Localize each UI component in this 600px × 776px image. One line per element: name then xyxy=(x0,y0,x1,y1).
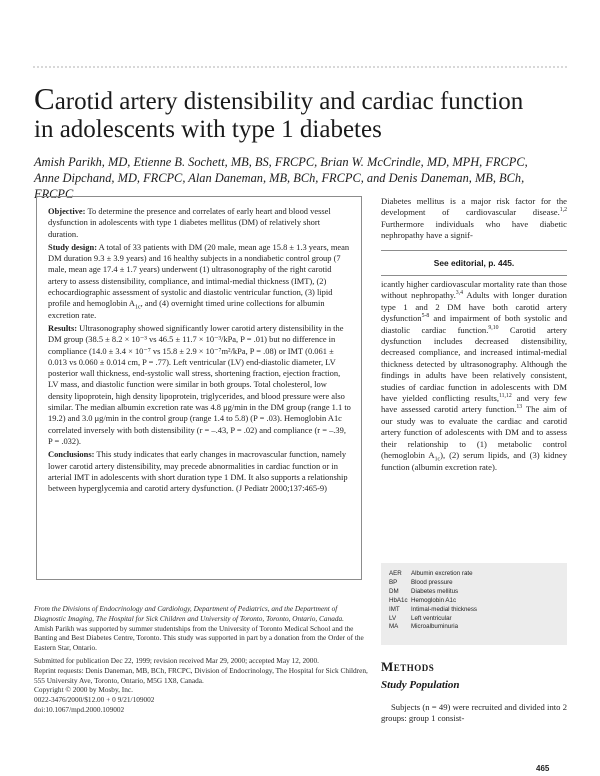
design-label: Study design: xyxy=(48,241,98,252)
footnote-reprints: Reprint requests: Denis Daneman, MB, BCh, FRCPC, Division of Endocrinology, The Hospital for Sick Children, 555 University Ave, Toronto, Ontario, M5G 1X8, Canada. xyxy=(34,665,368,685)
intro-text-2c: and impairment of both systolic and diastolic cardiac function. xyxy=(381,313,567,335)
footnotes xyxy=(34,604,368,715)
title-line-1: arotid artery distensibility and cardiac function xyxy=(54,88,524,115)
abbrev-meaning: Intimal-medial thickness xyxy=(411,605,478,613)
abbrev-row xyxy=(389,623,567,632)
results-label: Results: xyxy=(48,322,78,333)
title-line-2: in adolescents with type 1 diabetes xyxy=(34,116,382,143)
abstract-results xyxy=(48,323,351,447)
page-number: 465 xyxy=(536,764,550,773)
abbrev-code: MA xyxy=(389,623,399,631)
design-text-2: , and (4) overnight timed urine collections for albumin excretion rate. xyxy=(48,298,325,320)
title-dropcap: C xyxy=(34,81,55,116)
intro-text-2d: Carotid artery dysfunction includes decreased distensibility, decreased compliance, and increased intimal-medial thickness detected by ultrasonography. Although the findings in adults have been relatively consistent, studies of cardiac function in adolescents with DM have yielded conflicting results, xyxy=(381,324,567,404)
abbrev-row xyxy=(389,570,567,579)
abbrev-meaning: Albumin excretion rate xyxy=(411,570,473,577)
abbrev-row xyxy=(389,615,567,624)
abbrev-code: BP xyxy=(389,578,398,586)
ref-11-12: 11,12 xyxy=(498,393,512,400)
author-list xyxy=(34,154,564,202)
authors-line-2: Anne Dipchand, MD, FRCPC, Alan Daneman, MB, BCh, FRCPC, and Denis Daneman, MB, BCh, FRCPC xyxy=(34,171,525,201)
article-title xyxy=(34,81,564,144)
intro-text-2b: Adults with longer duration type 1 and 2 DM have both carotid artery dysfunction xyxy=(381,290,567,324)
footnote-support: Amish Parikh was supported by summer studentships from the University of Toronto Medical School and the Banting and Best Diabetes Centre, Toronto. This study was supported in part by a donation from the Order of the Eastern Star, Ontario. xyxy=(34,623,364,653)
see-editorial-link[interactable]: See editorial, p. 445. xyxy=(381,250,567,276)
design-text-1: A total of 33 patients with DM (20 male, mean age 15.8 ± 1.3 years, mean DM duration 9.3 ± 3.9 years) and 16 healthy subjects in a nondiabetic control group (7 male, mean age 17.4 ± 1.7 years) underwent (1) ultrasonography of the right carotid artery to assess distensibility, compliance, and intimal-medial thickness (IMT), (2) echocardiographic assessment of systolic and diastolic ventricular function, (3) lipid profile and hemoglobin A xyxy=(48,241,350,309)
conclusions-label: Conclusions: xyxy=(48,449,95,460)
conclusions-text: This study indicates that early changes in macrovascular function, namely lower carotid artery distensibility, may precede abnormalities in cardiac function or in arterial IMT in adolescents with short duration type 1 DM. It also supports a relationship between hyperglycemia and carotid artery dysfunction. (J Pediatr 2000;137:465-9) xyxy=(48,449,348,494)
objective-text: To determine the presence and correlates of early heart and blood vessel dysfunction in adolescents with type 1 diabetes mellitus (DM) of relatively short duration. xyxy=(48,206,331,239)
intro-text-2a: icantly higher cardiovascular mortality rate than those without nephropathy. xyxy=(381,279,567,301)
abbrev-row xyxy=(389,579,567,588)
intro-text-2e: and very few have assessed carotid artery function. xyxy=(381,393,567,415)
abbrev-meaning: Microalbuminuria xyxy=(411,623,459,631)
intro-paragraph-2 xyxy=(381,279,567,473)
study-population-heading: Study Population xyxy=(381,679,460,691)
intro-paragraph-1 xyxy=(381,196,567,242)
authors-line-1: Amish Parikh, MD, Etienne B. Sochett, MB, BS, FRCPC, Brian W. McCrindle, MD, MPH, FRCPC, xyxy=(34,155,528,169)
design-subscript: 1c xyxy=(134,305,141,312)
footnote-affiliation: From the Divisions of Endocrinology and Cardiology, Department of Pediatrics, and the Department of Diagnostic Imaging, The Hospital for Sick Children and University of Toronto, Toronto, Ontario, Canada. xyxy=(34,604,344,623)
footnote-issn: 0022-3476/2000/$12.00 + 0 9/21/109002 xyxy=(34,695,155,705)
ref-5-8: 5-8 xyxy=(421,313,430,320)
abbrev-row xyxy=(389,606,567,615)
footnote-submitted: Submitted for publication Dec 22, 1999; revision received Mar 29, 2000; accepted May 12, 2000. xyxy=(34,655,319,665)
abbrev-code: DM xyxy=(389,587,399,595)
results-text: Ultrasonography showed significantly lower carotid artery distensibility in the DM group (38.5 ± 8.2 × 10⁻³ vs 46.5 ± 11.7 × 10⁻³/kPa, P = .01) but no difference in compliance (14.0 ± 3.4 × 10⁻⁷ vs 15.8 ± 2.9 × 10⁻⁷m²/kPa, P = .08) or IMT (0.061 ± 0.013 vs 0.060 ± 0.014 cm, P = .77). Left ventricular (LV) end-diastolic diameter, LV posterior wall thickness, end-systolic wall stress, shortening fraction, ejection fraction, LV mass, and diastolic function were similar in both groups. Total cholesterol, low density lipoprotein, high density lipoprotein, triglycerides, and blood pressure were also similar. The median albumin excretion rate was 4.8 μg/min in the DM group (range 1.1 to 19.2) and 3.0 μg/min in the control group (range 1.4 to 5.8) (P = .03). Hemoglobin A1c correlated inversely with both distensibility (r = –.43, P = .02) and compliance (r = –.39, P = .032). xyxy=(48,322,351,446)
abbrev-meaning: Left ventricular xyxy=(411,614,452,622)
intro-text-2g: ), (2) serum lipids, and (3) kidney function (albumin excretion rate). xyxy=(381,450,567,472)
ref-3-4: 3,4 xyxy=(455,290,463,297)
intro-text-1-tail: Furthermore individuals who have diabetic nephropathy have a signif- xyxy=(381,218,567,241)
abbrev-meaning: Blood pressure xyxy=(411,578,453,586)
abbrev-meaning: Diabetes mellitus xyxy=(411,587,459,595)
objective-label: Objective: xyxy=(48,206,86,216)
abstract-objective xyxy=(48,206,351,240)
footnote-copyright: Copyright © 2000 by Mosby, Inc. xyxy=(34,685,133,695)
abstract-design xyxy=(48,242,351,321)
ref-9-10: 9,10 xyxy=(488,324,499,331)
methods-heading: Methods xyxy=(381,659,435,674)
intro-text-2f: The aim of our study was to evaluate the cardiac and carotid artery function of adolescents with DM and to assess their relationship to (1) metabolic control (hemoglobin A xyxy=(381,404,567,461)
intro-text-1: Diabetes mellitus is a major risk factor for the development of cardiovascular disease. xyxy=(381,196,567,218)
ref-13: 13 xyxy=(516,404,523,411)
methods-text: Subjects (n = 49) were recruited and divided into 2 groups: group 1 consist- xyxy=(381,702,567,724)
abbrev-row xyxy=(389,597,567,606)
top-dotted-rule xyxy=(33,66,567,68)
ref-1-2: 1,2 xyxy=(559,207,567,214)
abstract-conclusions xyxy=(48,449,351,494)
abbreviations-box xyxy=(381,563,567,645)
abbrev-code: IMT xyxy=(389,605,400,613)
abbrev-code: AER xyxy=(389,570,402,577)
abbrev-code: HbA1c xyxy=(389,596,408,604)
abbrev-code: LV xyxy=(389,614,397,622)
abbrev-meaning: Hemoglobin A1c xyxy=(411,596,457,604)
hba1c-subscript: 1c xyxy=(434,456,441,463)
footnote-doi: doi:10.1067/mpd.2000.109002 xyxy=(34,704,125,714)
abstract-box xyxy=(36,196,362,580)
methods-paragraph xyxy=(381,702,567,725)
abbrev-row xyxy=(389,588,567,597)
